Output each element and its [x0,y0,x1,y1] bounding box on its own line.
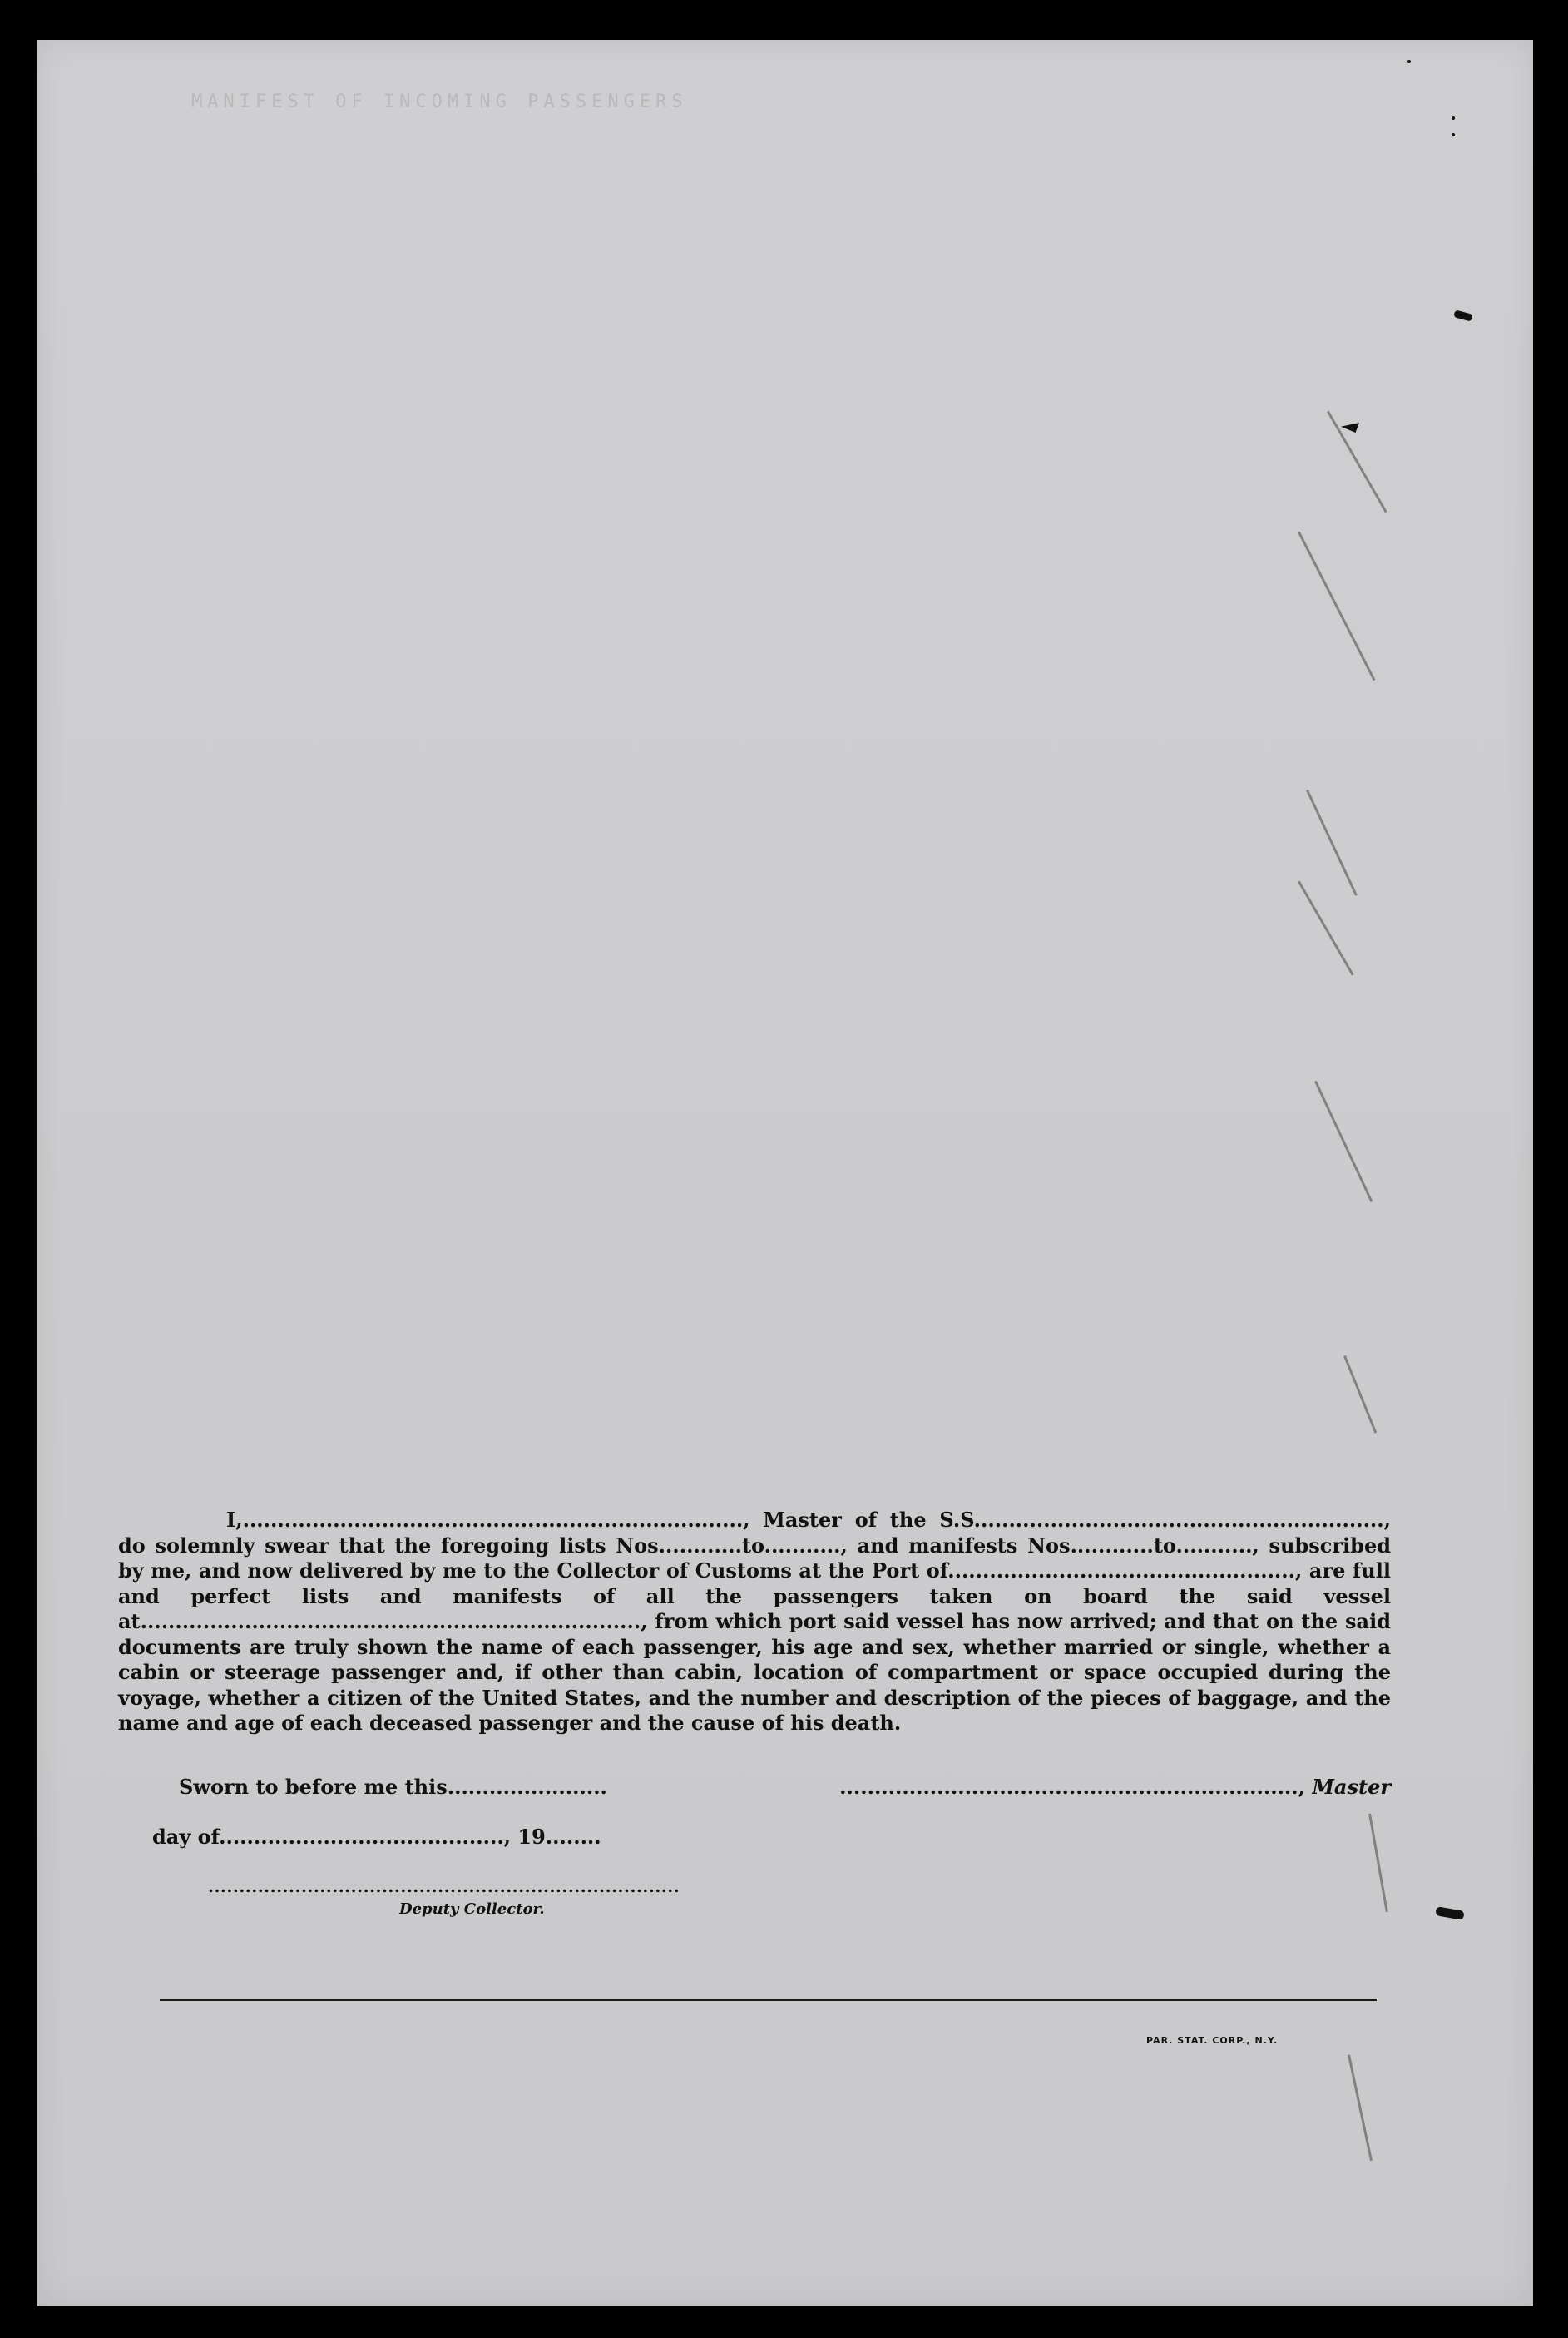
sworn-before-line: Sworn to before me this....................... [179,1775,607,1799]
master-label: Master [1312,1775,1391,1799]
master-signature-dots: .................................................................., [839,1775,1305,1799]
footer-rule [160,1999,1377,2001]
ink-dot [1407,60,1411,63]
deputy-collector-signature-line: ............................................................................ [208,1876,680,1896]
ink-dot [1452,133,1455,136]
printer-imprint: PAR. STAT. CORP., N.Y. [1146,2035,1279,2046]
deputy-collector-label: Deputy Collector. [399,1900,545,1918]
master-signature-line [839,1775,1391,1799]
document-page [37,40,1533,2306]
day-of-line: day of........................................., 19........ [152,1825,601,1849]
ink-dot [1452,116,1455,120]
master-oath-paragraph [118,1508,1391,1736]
bleed-through-heading: MANIFEST OF INCOMING PASSENGERS [191,92,688,112]
oath-text: I,........................................................................, Master of the S.S..........................................................., do solemnly swear that the foregoing lists Nos............to..........., and manifests Nos............to..........., subscribed by me, and now delivered by me to the Collector of Customs at the Port of.................................................., are full and perfect lists and manifests of all the passengers taken on board the said vessel at........................................................................, from which port said vessel has now arrived; and that on the said documents are truly shown the name of each passenger, his age and sex, whether married or single, whether a cabin or steerage passenger and, if other than cabin, location of compartment or space occupied during the voyage, whether a citizen of the United States, and the number and description of the pieces of baggage, and the name and age of each deceased passenger and the cause of his death. [118,1508,1391,1735]
